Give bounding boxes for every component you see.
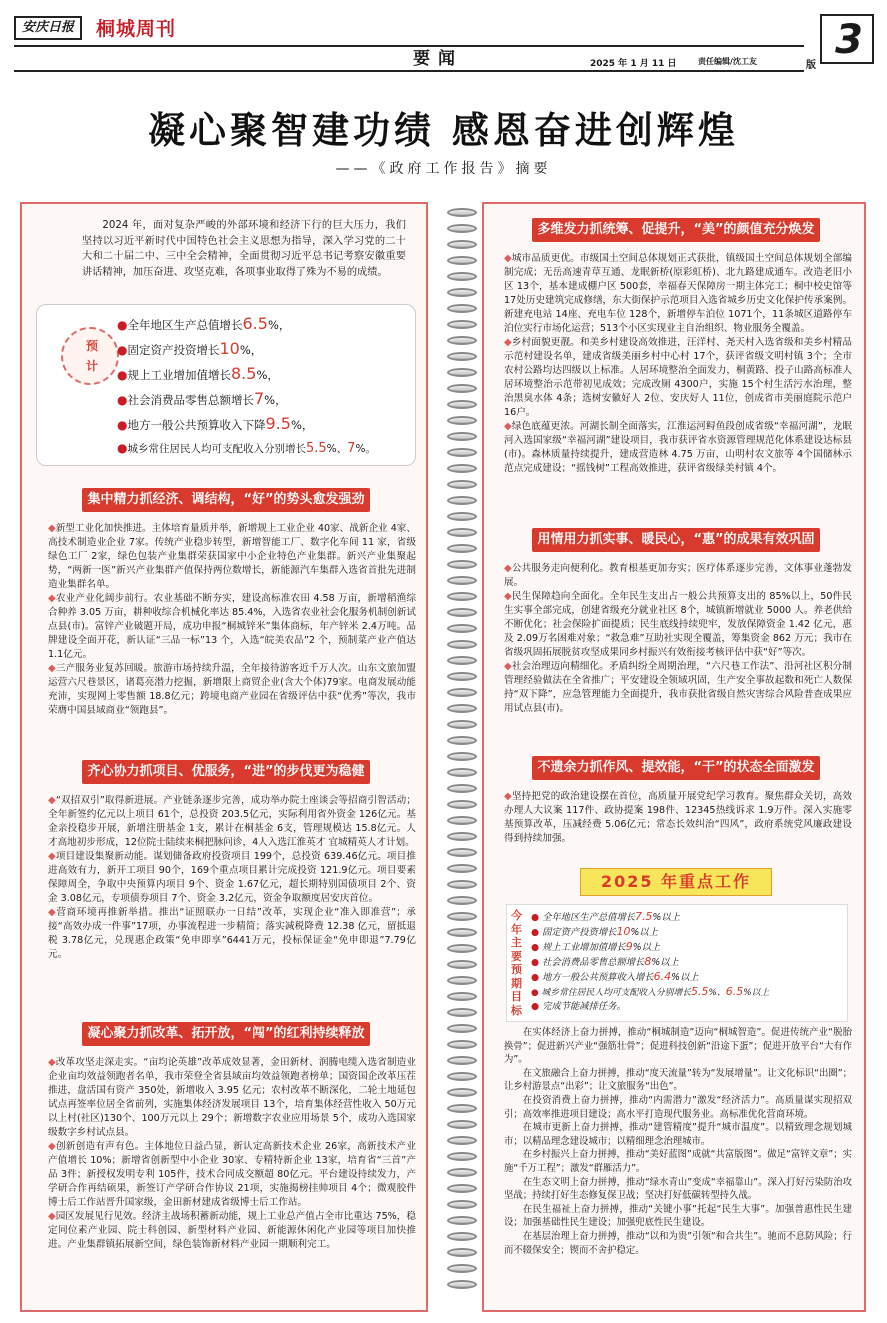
bullet-icon: ●: [531, 957, 543, 968]
forecast-unit: %。: [355, 443, 376, 455]
goal-num: 6.4: [653, 970, 672, 983]
page-subhead: ——《政府工作报告》摘要: [335, 161, 552, 177]
forecast-text: 社会消费品零售总额增长: [127, 393, 254, 407]
left-panel: [20, 202, 428, 1312]
forecast-text: 全年地区生产总值增长: [127, 318, 243, 332]
section-paragraph: [48, 1140, 416, 1210]
key-work-paragraph: 在乡村振兴上奋力拼搏，推动“美好蓝图”成就“共富版图”。做足“富锌文章”；实施“千万工程”；激发“群雁活力”。: [504, 1149, 852, 1174]
section-body: [48, 522, 416, 718]
goal-unit: %以上: [630, 927, 658, 938]
spiral-coil: [447, 320, 477, 329]
key-work-body: [504, 1026, 852, 1257]
goal-text: 全年地区生产总值增长: [542, 912, 636, 923]
spiral-coil: [447, 256, 477, 265]
forecast-num: 7: [347, 441, 356, 456]
bullet-icon: ●: [531, 942, 543, 953]
bullet-icon: ◆: [48, 851, 56, 862]
forecast-box: [36, 304, 416, 466]
section-paragraph: [48, 850, 416, 906]
spiral-coil: [447, 1120, 477, 1129]
section-body: [48, 794, 416, 962]
paragraph-text: 坚持把党的政治建设摆在首位，高质量开展党纪学习教育。聚焦群众关切，高效办理人大议案 117件、政协提案 198件、12345热线诉求 1.9万件。深入实施零基预算改革，压减经费 5.06亿元；常态长效纠治“四风”，政府系统党风廉政建设得到持续加强。: [504, 791, 852, 844]
page-number-box: [820, 14, 874, 64]
forecast-label-1: 预: [85, 339, 98, 353]
paragraph-text: 园区发展见行见效。经济主战场积蓄新动能，规上工业总产值占全市比重达 75%，稳定同位素产业园、院士科创园、新型材料产业园、新能源休闲化产业园等项目加快推进。产业集群镇拓展新空间，绿色装饰新材料产业园一期顺利完工。: [48, 1211, 416, 1250]
forecast-unit: %，: [264, 393, 287, 407]
goal-num: 8: [644, 955, 652, 968]
bullet-icon: ●: [117, 418, 128, 432]
spiral-coil: [447, 352, 477, 361]
section-title: 不遗余力抓作风、提效能，“干”的状态全面激发: [532, 756, 820, 780]
section-paragraph: [48, 794, 416, 850]
spiral-coil: [447, 304, 477, 313]
spiral-coil: [447, 336, 477, 345]
goal-num: 7.5: [635, 910, 653, 923]
spiral-coil: [447, 432, 477, 441]
spiral-binding: [447, 208, 477, 1288]
spiral-coil: [447, 688, 477, 697]
spiral-coil: [447, 496, 477, 505]
spiral-coil: [447, 272, 477, 281]
bullet-icon: ◆: [504, 661, 512, 672]
forecast-num: 8.5: [230, 364, 257, 383]
forecast-item: [117, 336, 413, 361]
section-paragraph: [48, 1210, 416, 1252]
goal-text: 完成节能减排任务。: [542, 1001, 626, 1012]
bullet-icon: ◆: [48, 907, 57, 918]
goal-num: 5.5: [691, 985, 709, 998]
spiral-coil: [447, 704, 477, 713]
bottom-rule: [14, 70, 804, 72]
section-paragraph: [48, 1056, 416, 1140]
spiral-coil: [447, 416, 477, 425]
spiral-coil: [447, 640, 477, 649]
bullet-icon: ◆: [48, 1211, 56, 1222]
spiral-coil: [447, 576, 477, 585]
section-paragraph: [504, 562, 852, 590]
forecast-item: [117, 411, 413, 436]
forecast-unit: %、: [326, 443, 348, 455]
key-work-paragraph: 在城市更新上奋力拼搏，推动“建管精度”提升“城市温度”。以精致理念规划城市；以精品理念建设城市；以精细理念治理城市。: [504, 1122, 852, 1147]
forecast-text: 城乡常住居民人均可支配收入分别增长: [127, 443, 306, 455]
spiral-coil: [447, 528, 477, 537]
section-title: 齐心协力抓项目、优服务，“进”的步伐更为稳健: [82, 760, 370, 784]
bullet-icon: ●: [531, 972, 543, 983]
page-headline: 凝心聚智建功绩 感恩奋进创辉煌: [148, 108, 739, 152]
goal-item: [531, 984, 847, 999]
section-name: 要闻: [413, 49, 463, 69]
spiral-coil: [447, 736, 477, 745]
spiral-coil: [447, 480, 477, 489]
paragraph-text: “双招双引”取得新进展。产业链条逐步完善，成功举办院士座谈会等招商引智活动；全年新签约亿元以上项目 61个，总投资 203.5亿元，实际利用省外资金 126亿元。基金亲投稳步开展，新增注册基金 1支，累计在桐基金 6支，管理规模达 15.8亿元。人才高地初步形成，12位院士陆续来桐把脉问诊，4人入选江淮英才 宜城精英人才计划。: [48, 795, 416, 848]
paragraph-text: 公共服务走向便利化。教育根基更加夯实；医疗体系逐步完善，文体事业蓬勃发展。: [504, 563, 852, 588]
paragraph-text: 城市品质更优。市级国土空间总体规划正式获批，镇级国土空间总体规划全部编制完成；无岳高速青草互通、龙眠新桥(原彩虹桥)、北九路建成通车。改造老旧小区 13个，基本建成棚户区 500套，幸福春天保障房一期主体完工；桐中校史馆等 17处历史建筑完成修缮，东大街保护示范项目入选省城乡历史文化保护传承案例。新建充电站 14座、充电车位 128个，新增停车泊位 1071个，11条城区道路停车泊位实行市场化运营；513个小区实现业主自治组织、物业服务全覆盖。: [504, 253, 852, 334]
spiral-coil: [447, 1008, 477, 1017]
section-body: [48, 1056, 416, 1252]
forecast-num: 10: [219, 339, 240, 358]
goal-unit: %以上: [743, 988, 770, 998]
bullet-icon: ●: [117, 441, 128, 455]
forecast-num: 5.5: [305, 441, 327, 456]
section-paragraph: [504, 336, 852, 420]
spiral-coil: [447, 608, 477, 617]
spiral-coil: [447, 624, 477, 633]
section-paragraph: [48, 522, 416, 592]
goal-unit: %以上: [651, 957, 679, 968]
goals-side-label: 今年主要预期目标: [511, 909, 522, 1017]
bullet-icon: ◆: [504, 791, 512, 802]
forecast-text: 地方一般公共预算收入下降: [127, 418, 266, 432]
forecast-item: [117, 436, 413, 461]
spiral-coil: [447, 1024, 477, 1033]
spiral-coil: [447, 448, 477, 457]
paragraph-text: 三产服务业复苏回暖。旅游市场持续升温，全年接待游客近千万人次。山东文旅加盟运营六尺巷景区，诸葛亮潜力挖掘，新增限上商贸企业(含大个体)79家。电商发展动能充沛，实现网上零售额 18.8亿元；跨境电商产业园在省级评估中获“优秀”等次，我市荣膺中国县域商业“领跑县”。: [48, 663, 416, 716]
goal-text: 固定资产投资增长: [542, 927, 617, 938]
spiral-coil: [447, 864, 477, 873]
spiral-coil: [447, 816, 477, 825]
paper-logo: 安庆日报: [14, 16, 82, 40]
key-work-paragraph: 在生态文明上奋力拼搏，推动“绿水青山”变成“幸福靠山”。深入打好污染防治攻坚战；持续打好生态修复保卫战；坚决打好低碳转型持久战。: [504, 1176, 852, 1202]
spiral-coil: [447, 400, 477, 409]
forecast-unit: %，: [256, 368, 279, 382]
bullet-icon: ◆: [48, 593, 56, 604]
spiral-coil: [447, 384, 477, 393]
goal-unit: %、: [708, 988, 726, 998]
bullet-icon: ◆: [48, 1057, 56, 1068]
section-paragraph: [504, 660, 852, 716]
section-title: 多维发力抓统筹、促提升，“美”的颜值充分焕发: [532, 218, 820, 242]
intro-paragraph: 2024 年，面对复杂严峻的外部环境和经济下行的巨大压力，我们坚持以习近平新时代中国特色社会主义思想为指导，深入学习党的二十大和二十届二中、三中全会精神，全面贯彻习近平总书记考察安徽重要讲话精神，加压奋进、攻坚克难，各项事业取得了殊为不易的成绩。: [82, 220, 406, 278]
spiral-coil: [447, 768, 477, 777]
paragraph-text: 民生保障趋向全面化。全年民生支出占一般公共预算支出的 85%以上，50件民生实事全部完成，创建省级充分就业社区 8个，城镇新增就业 5000 人。养老供给不断优化；社会保险扩面提质；民生底线持续兜牢，发放保障资金 1.42 亿元，惠及 2.09万名困难对象；“救急难”互助社实现全覆盖，筹集资金 862 万元；我市在省级巩固拓展脱贫攻坚成果同乡村振兴有效衔接考核评估中获“好”等次。: [504, 591, 852, 658]
spiral-coil: [447, 752, 477, 761]
masthead: [0, 0, 887, 78]
bullet-icon: ◆: [504, 337, 512, 348]
spiral-coil: [447, 464, 477, 473]
key-work-paragraph: 在文旅融合上奋力拼搏，推动“度天流量”转为“发展增量”。让文化标识“出圈”；让乡村游景点“出彩”；让文旅服务“出色”。: [504, 1067, 852, 1093]
issue-date: 2025 年 1 月 11 日: [590, 59, 677, 69]
bullet-icon: ●: [117, 318, 128, 332]
forecast-unit: %，: [267, 318, 291, 332]
spiral-coil: [447, 224, 477, 233]
forecast-text: 固定资产投资增长: [127, 343, 220, 357]
key-work-paragraph: 在民生福祉上奋力拼搏，推动“关键小事”托起“民生大事”。加强普惠性民生建设；加强基础性民生建设；加强兜底性民生建设。: [504, 1203, 852, 1229]
bullet-icon: ●: [531, 927, 543, 938]
spiral-coil: [447, 912, 477, 921]
section-paragraph: [504, 420, 852, 476]
bullet-icon: ◆: [48, 795, 56, 806]
key-work-paragraph: 在实体经济上奋力拼搏，推动“桐城制造”迈向“桐城智造”。促进传统产业“脱胎换骨”；促进新兴产业“强筋壮骨”；促进科技创新“沿途下蛋”；促进开放平台“大有作为”。: [504, 1027, 852, 1066]
spiral-coil: [447, 1248, 477, 1257]
spiral-coil: [447, 848, 477, 857]
goal-item: [531, 954, 847, 969]
goals-box: [506, 904, 848, 1022]
forecast-item: [117, 361, 413, 386]
weekly-title: 桐城周刊: [96, 18, 177, 40]
spiral-coil: [447, 1280, 477, 1289]
spiral-coil: [447, 288, 477, 297]
spiral-coil: [447, 1040, 477, 1049]
spiral-coil: [447, 1264, 477, 1273]
spiral-coil: [447, 592, 477, 601]
bullet-icon: ◆: [504, 563, 512, 574]
forecast-num: 7: [253, 389, 265, 408]
spiral-coil: [447, 928, 477, 937]
spiral-coil: [447, 368, 477, 377]
spiral-coil: [447, 960, 477, 969]
bullet-icon: ◆: [504, 421, 512, 432]
bullet-icon: ◆: [48, 523, 56, 534]
spiral-coil: [447, 944, 477, 953]
forecast-list: [117, 311, 413, 461]
bullet-icon: ◆: [504, 253, 512, 264]
spiral-coil: [447, 832, 477, 841]
key-work-paragraph: 在投资消费上奋力拼搏，推动“内需潜力”激发“经济活力”。高质量谋实现招双引；高效率推进项目建设；高水平打造现代服务业。高标准优化营商环境。: [504, 1094, 852, 1120]
forecast-num: 9.5: [265, 414, 291, 433]
goal-unit: %以上: [671, 972, 699, 983]
spiral-coil: [447, 896, 477, 905]
key-work-title: 2025 年重点工作: [580, 868, 772, 896]
goal-item: [531, 924, 847, 939]
bullet-icon: ◆: [48, 663, 56, 674]
section-title: 集中精力抓经济、调结构，“好”的势头愈发强劲: [82, 488, 370, 512]
spiral-coil: [447, 880, 477, 889]
right-panel: [482, 202, 866, 1312]
spiral-coil: [447, 1152, 477, 1161]
section-paragraph: [504, 790, 852, 846]
goal-item: [531, 969, 847, 984]
goals-list: [531, 909, 847, 1014]
bullet-icon: ●: [531, 988, 542, 998]
bullet-icon: ●: [117, 343, 128, 357]
section-paragraph: [48, 906, 416, 962]
forecast-unit: %，: [239, 343, 263, 357]
spiral-coil: [447, 1216, 477, 1225]
section-paragraph: [504, 252, 852, 336]
spiral-coil: [447, 1200, 477, 1209]
goal-item: [531, 939, 847, 954]
section-body: [504, 790, 852, 846]
paragraph-text: 绿色底蕴更浓。河湖长制全面落实，江淮运河鲟鱼段创成省级“幸福河湖”，龙眠河入选国家级“幸福河湖”建设项目，我市获评省水资源管理规范化体系建设达标县(市)。森林质量持续提升，建成营造林 4.75 万亩，山明村农文旅等 4个国储林示范点完成建设；“摇钱树”工程高效推进，获评省级绿美村镇 4个。: [504, 421, 852, 474]
goal-unit: %以上: [652, 912, 680, 923]
bullet-icon: ●: [117, 393, 128, 407]
goal-unit: %以上: [632, 942, 661, 953]
spiral-coil: [447, 992, 477, 1001]
spiral-coil: [447, 1088, 477, 1097]
spiral-coil: [447, 672, 477, 681]
bullet-icon: ●: [117, 368, 128, 382]
page-number: 3: [835, 17, 863, 63]
paragraph-text: 改革攻坚走深走实。“亩均论英雄”改革成效显著，金田新材、润腾电缆入选省制造业企业亩均效益领跑者名单，我市荣登全省县域亩均效益领跑者榜单；国资国企改革压茬推进，盘活国有资产 350处，新增收入 3.95 亿元；农村改革不断深化，二轮土地延包试点再签率位居全省前列，实施集体经济发展项目 13个，培育集体经营性收入 50万元以上村(社区)130个、100万元以上 29个；新增数字农业应用场景 5个，成功入选国家级数字乡村试点县。: [48, 1057, 416, 1138]
bullet-icon: ◆: [504, 591, 512, 602]
spiral-coil: [447, 560, 477, 569]
forecast-unit: %，: [290, 418, 314, 432]
goal-item: [531, 999, 847, 1014]
goal-num: 10: [616, 925, 631, 938]
goal-text: 社会消费品零售总额增长: [542, 957, 645, 968]
forecast-badge: [61, 327, 119, 385]
forecast-item: [117, 386, 413, 411]
goal-num: 9: [625, 940, 633, 953]
spiral-coil: [447, 208, 477, 217]
section-paragraph: [504, 590, 852, 660]
spiral-coil: [447, 1104, 477, 1113]
forecast-label-2: 计: [85, 359, 98, 373]
spiral-coil: [447, 1168, 477, 1177]
editor-credit: 责任编辑/沈工友: [698, 57, 757, 66]
page-label: 版: [806, 60, 816, 71]
forecast-num: 6.5: [242, 314, 268, 333]
paragraph-text: 社会治理迈向精细化。矛盾纠纷全周期治理，“六尺巷工作法”、沿河社区积分制管理经验做法在全省推广；平安建设全领域巩固，生产安全事故起数和死亡人数保持“双下降”，应急管理能力全面提升，我市获批省级自然灾害综合风险普查成果应用试点县(市)。: [504, 661, 852, 714]
paragraph-text: 农业产业化阔步前行。农业基础不断夯实，建设高标准农田 4.58 万亩，新增稻渔综合种养 3.05 万亩，耕种收综合机械化率达 85.4%，入选省农业社会化服务机制创新试点县(市)。富锌产业破题开局，成功申报“桐城锌米”集体商标，年产锌米 2.4万吨。品牌建设全面开花，新认证“三品一标”13 个，入选“皖美农品”2 个，预制菜产业产值达 1.1亿元。: [48, 593, 416, 660]
spiral-coil: [447, 784, 477, 793]
bullet-icon: ●: [531, 912, 543, 923]
paragraph-text: 营商环境再推新举措。推出“证照联办一日结”改革，实现企业“准入即准营”；承接“高效办成一件事”17项，办事流程进一步精简；落实减税降费 12.38 亿元，留抵退税 3.78亿元，兑现惠企政策“免申即享”6441万元，投标保证金“免申即退”7.79亿元。: [48, 907, 416, 960]
goal-num: 6.5: [725, 985, 744, 998]
spiral-coil: [447, 1232, 477, 1241]
spiral-coil: [447, 656, 477, 665]
spiral-coil: [447, 1056, 477, 1065]
spiral-coil: [447, 512, 477, 521]
spiral-coil: [447, 1136, 477, 1145]
goal-text: 地方一般公共预算收入增长: [542, 972, 654, 983]
paragraph-text: 新型工业化加快推进。主体培育量质并举，新增规上工业企业 40家、战新企业 4家、高技术制造业企业 7家。传统产业稳步转型，新增智能工厂、数字化车间 11 家，省级绿色工厂 2家，绿色包装产业集群荣获国家中小企业特色产业集群。新兴产业集聚起势，“两新一医”新兴产业集群产值保持两位数增长，新能源汽车集群入选省首批先进制造业集群名单。: [48, 523, 416, 590]
section-paragraph: [48, 592, 416, 662]
spiral-coil: [447, 720, 477, 729]
section-title: 用情用力抓实事、暖民心，“惠”的成果有效巩固: [532, 528, 820, 552]
goal-text: 规上工业增加值增长: [542, 942, 626, 953]
section-body: [504, 562, 852, 716]
forecast-item: [117, 311, 413, 336]
spiral-coil: [447, 1072, 477, 1081]
section-paragraph: [48, 662, 416, 718]
paragraph-text: 创新创造有声有色。主体地位日益凸显，新认定高新技术企业 26家，高新技术产业产值增长 10%；新增省创新型中小企业 30家、专精特新企业 13家，培育省“三首”产品 3件；新授权发明专利 105件，技术合同成交额超 80亿元。平台建设持续发力，产学研合作再结硕果，新签订产学研合作协议 21项，实施揭榜挂帅项目 4个；微观胶件博士后工作站晋升国家级，金田新材建成省级博士后工作站。: [48, 1141, 416, 1208]
forecast-text: 规上工业增加值增长: [127, 368, 231, 382]
goal-item: [531, 909, 847, 924]
section-title: 凝心聚力抓改革、拓开放，“闯”的红利持续释放: [82, 1022, 370, 1046]
spiral-coil: [447, 1184, 477, 1193]
spiral-coil: [447, 976, 477, 985]
goal-text: 城乡常住居民人均可支配收入分别增长: [541, 988, 692, 998]
key-work-paragraph: 在基层治理上奋力拼搏，推动“以和为贵”引领“和合共生”。驰而不息防风险；行而不辍保安全；锲而不舍护稳定。: [504, 1230, 852, 1256]
paragraph-text: 乡村面貌更靓。和美乡村建设高效推进，汪洋村、尧天村入选省级和美乡村精品示范村建设名单，建成省级美丽乡村中心村 17个，获评省级文明村镇 3个；全市农村公路均达四级以上标准。人居环境整治全面发力，桐黄路、投子山路高标准人居环境整治示范带初见成效；完成改厕 4300户，实施 15个村生活污水治理，整治黑臭水体 4条；选树安徽好人 2位、安庆好人 11位，创成省市美丽庭院示范户 16户。: [504, 337, 852, 418]
top-rule: [14, 45, 804, 47]
paragraph-text: 项目建设集聚新动能。谋划储备政府投资项目 199个，总投资 639.46亿元。项目推进高效有力，新开工项目 90个，169个重点项目累计完成投资 121.9亿元。项目要素保障周全，争取中央预算内项目 9个、资金 1.67亿元，超长期特别国债项目 2个、资金 3.08亿元，专项债券项目 7个、资金 3.2亿元，资金争取额度居安庆首位。: [48, 851, 416, 904]
section-body: [504, 252, 852, 476]
bullet-icon: ◆: [48, 1141, 56, 1152]
spiral-coil: [447, 544, 477, 553]
bullet-icon: ●: [531, 1001, 543, 1012]
spiral-coil: [447, 800, 477, 809]
spiral-coil: [447, 240, 477, 249]
